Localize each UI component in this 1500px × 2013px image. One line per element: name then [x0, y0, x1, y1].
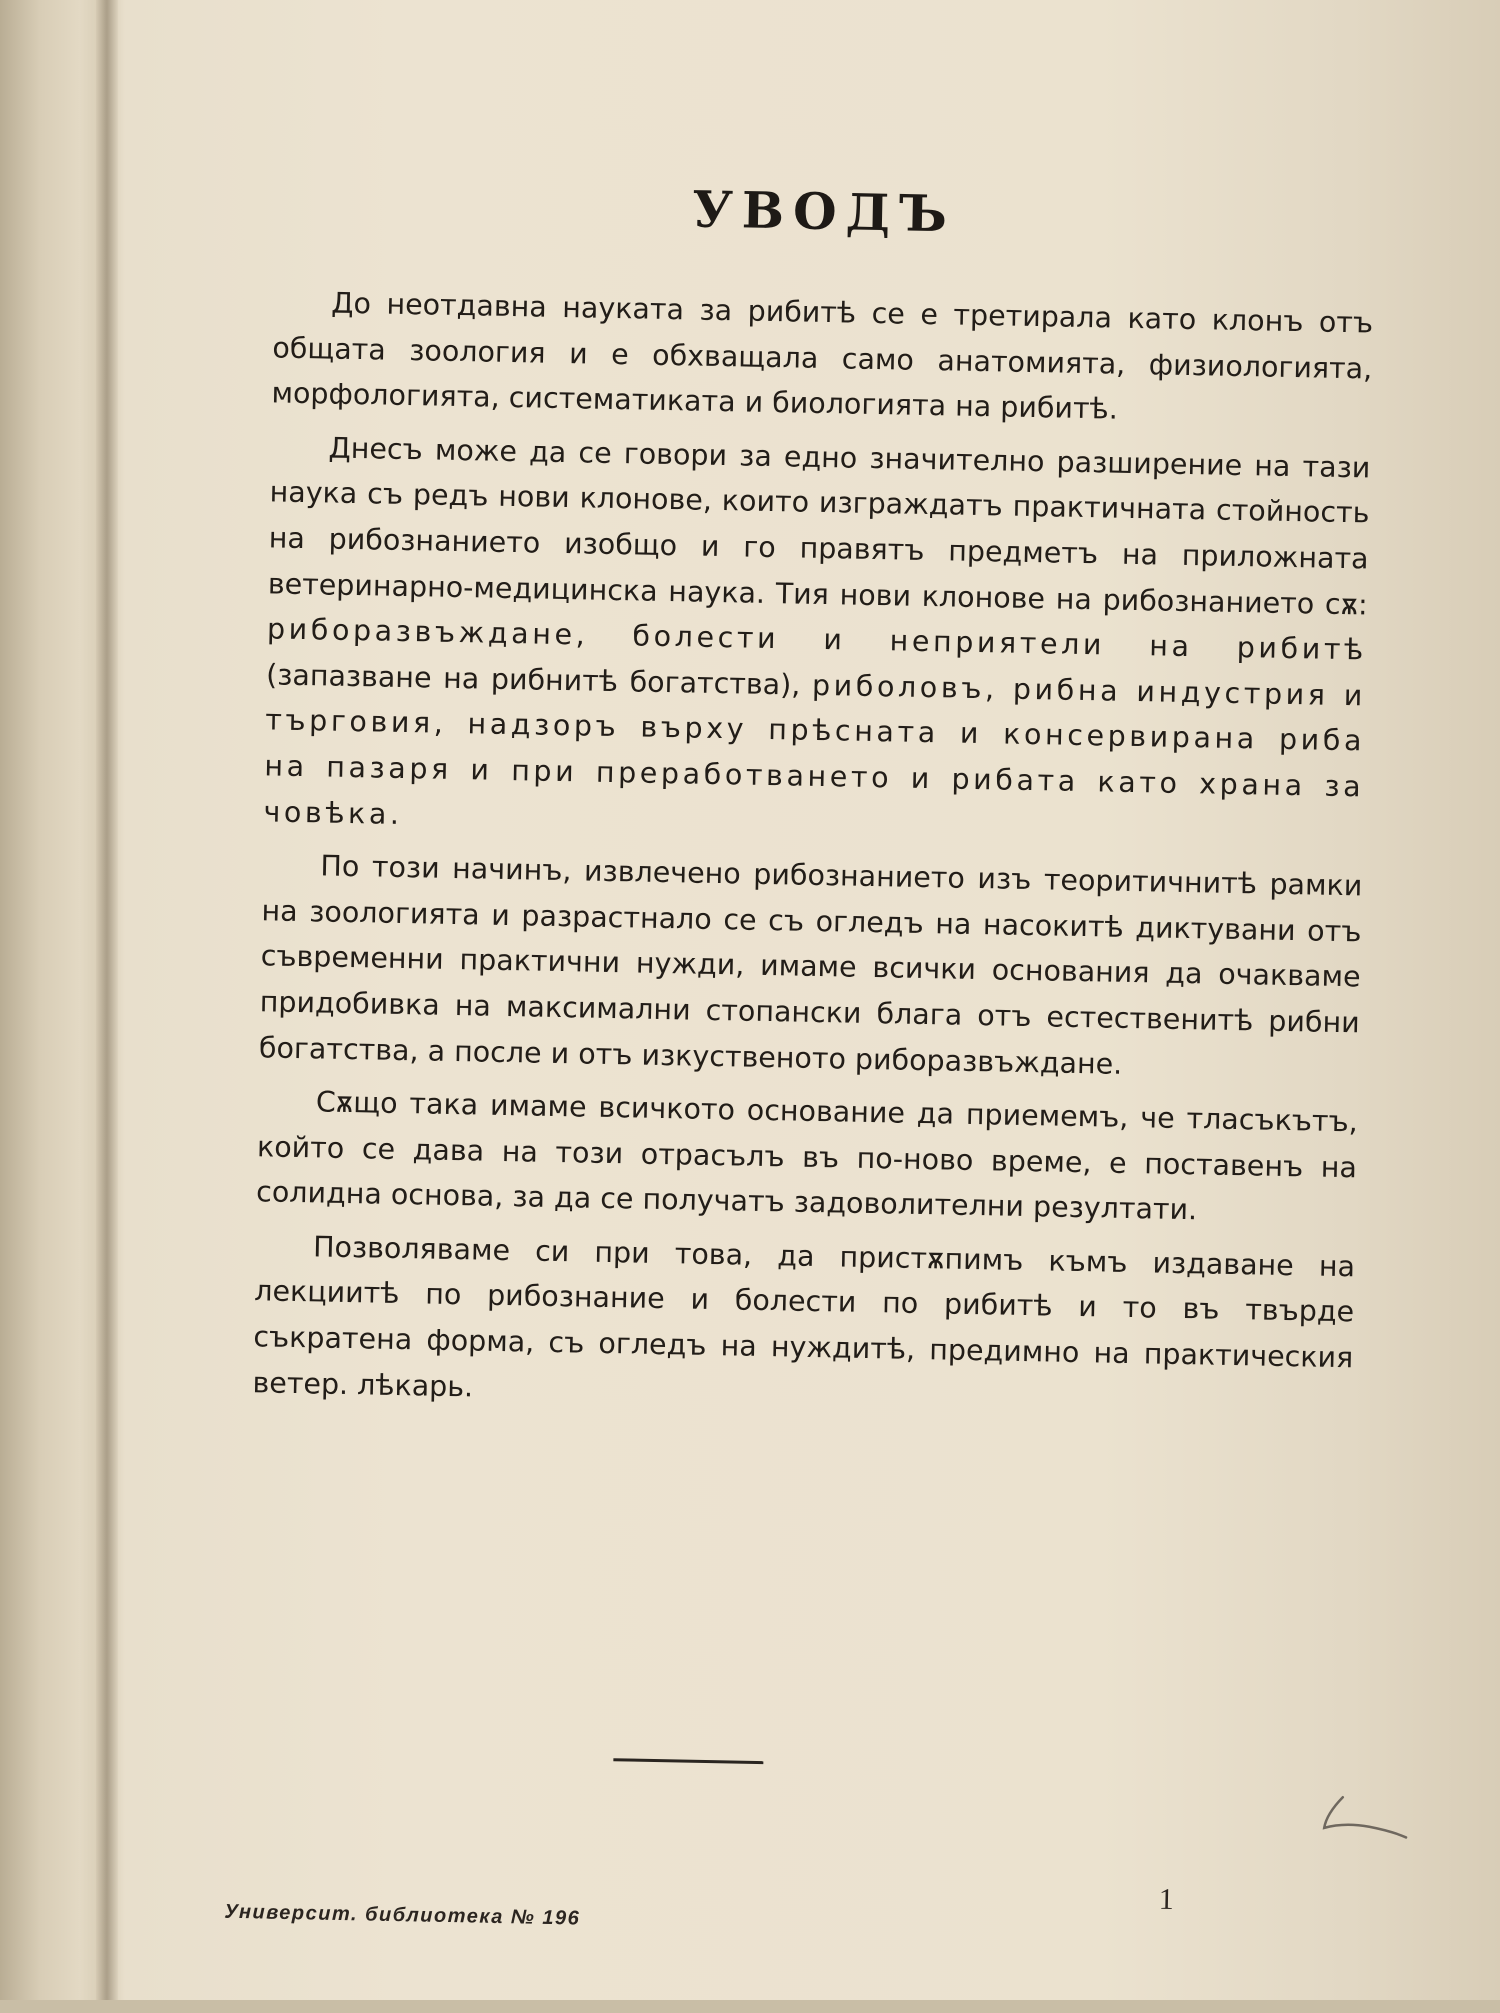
end-rule — [613, 1758, 763, 1764]
paragraph-5: Позволяваме си при това, да пристѫпимъ къмъ издаване на лекциитѣ по рибознание и болести по рибитѣ и то въ твърде съкратена форма, съ огледъ на нуждитѣ, предимно на практическия ветер. лѣкарь. — [252, 1230, 1356, 1404]
spaced-phrase-2: риболовъ, рибна индустрия и търговия, надзоръ върху прѣсната и консервирана риба на пазаря и при преработването и рибата като храна за човѣка. — [263, 668, 1367, 831]
paragraph-3: По този начинъ, извлечено рибознанието изъ теоритичнитѣ рамки на зоологията и разрастнало се съ огледъ на насокитѣ диктувани отъ съвременни практични нужди, имаме всички основания да очакваме придобивка на максимални стопански блага отъ естественитѣ рибни богатства, а после и отъ изкуственото риборазвъждане. — [258, 849, 1363, 1081]
paragraph-2-parenthetical: (запазване на рибнитѣ богатства), — [265, 658, 801, 702]
paragraph-2 — [263, 424, 1371, 855]
paragraph-2-text: Днесъ може да се говори за едно значително разширение на тази наука съ редъ нови клонове, които изграждатъ практичната стойность на рибознанието изобщо и го правятъ предметъ на приложната ветеринарно-медицинска наука. Тия нови клонове на рибознанието сѫ: — [267, 431, 1371, 622]
spaced-phrase-1: риборазвъждане, болести и неприятели на рибитѣ — [266, 612, 1368, 667]
body-text — [252, 279, 1374, 1434]
page — [99, 0, 1500, 2013]
chapter-title: УВОДЪ — [691, 179, 957, 244]
paragraph-1: До неотдавна науката за рибитѣ се е третирала като клонъ отъ общата зоология и е обхващала само анатомията, физиологията, морфологията, систематиката и биологията на рибитѣ. — [271, 286, 1374, 426]
pencil-mark-icon — [1314, 1792, 1415, 1844]
page-number: 1 — [1158, 1882, 1175, 1916]
paragraph-4: Сѫщо така имаме всичкото основание да приемемъ, че тласъкътъ, който се дава на този отрасълъ въ по-ново време, е поставенъ на солидна основа, за да се получатъ задоволителни резултати. — [255, 1085, 1359, 1227]
footer-note: Университ. библиотека № 196 — [224, 1900, 581, 1930]
